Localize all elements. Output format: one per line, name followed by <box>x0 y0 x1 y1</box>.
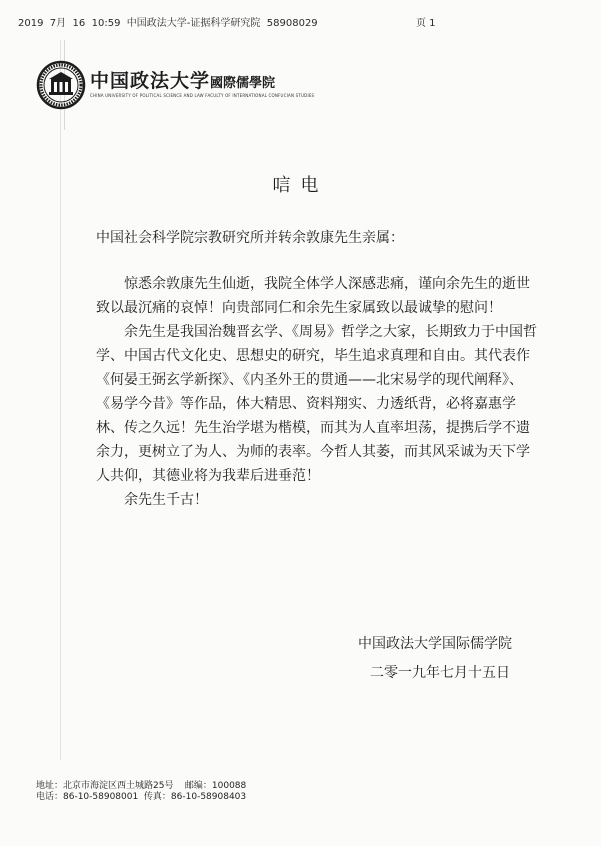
school-name <box>90 66 275 93</box>
paragraph: 余先生是我国治魏晋玄学、《周易》哲学之大家，长期致力于中国哲学、中国古代文化史、思想史的研究，毕生追求真理和自由。其代表作《何晏王弼玄学新探》、《内圣外王的贯通——北宋易学的现代阐释》、《易学今昔》等作品，体大精思、资料翔实、力透纸背，必将嘉惠学林、传之久远！先生治学堪为楷模，而其为人直率坦荡，提携后学不遗余力，更树立了为人、为师的表率。今哲人其萎，而其风采诚为天下学人共仰，其德业将为我辈后进垂范！ <box>96 324 537 484</box>
university-seal-icon <box>36 60 86 110</box>
university-name: 中国政法大学 <box>90 70 211 92</box>
fax-header-info <box>18 14 318 29</box>
footer-contact: 电话：86-10-58908001 传真：86-10-58908403 <box>36 792 247 802</box>
signature-block <box>350 630 550 688</box>
footer <box>36 781 246 803</box>
fax-timestamp: 2019 7月 16 10:59 <box>18 18 121 29</box>
fax-number: 58908029 <box>266 18 318 29</box>
school-english-name: CHINA UNIVERSITY OF POLITICAL SCIENCE AND LAW FACULTY OF INTERNATIONAL CONFUCIAN STUDIES <box>90 93 315 98</box>
signature-date: 二零一九年七月十五日 <box>370 665 510 681</box>
fax-page-number: 页 1 <box>416 18 436 29</box>
paragraph: 惊悉余敦康先生仙逝，我院全体学人深感悲痛，谨向余先生的逝世致以最沉痛的哀悼！向贵部同仁和余先生家属致以最诚挚的慰问！ <box>96 276 530 316</box>
letter-body <box>96 228 541 512</box>
fax-sender: 中国政法大学-证据科学研究院 <box>126 18 261 29</box>
salutation: 中国社会科学院宗教研究所并转余敦康先生亲属： <box>96 230 404 246</box>
college-name: 國際儒學院 <box>210 76 276 91</box>
document-title: 唁电 <box>272 175 329 196</box>
fax-header <box>18 14 588 28</box>
signature-org: 中国政法大学国际儒学院 <box>358 636 512 652</box>
paragraph: 余先生千古！ <box>124 492 208 508</box>
letterhead <box>36 60 336 116</box>
footer-address: 地址：北京市海淀区西土城路25号 邮编：100088 <box>36 781 247 791</box>
scan-edge-line <box>60 40 61 760</box>
